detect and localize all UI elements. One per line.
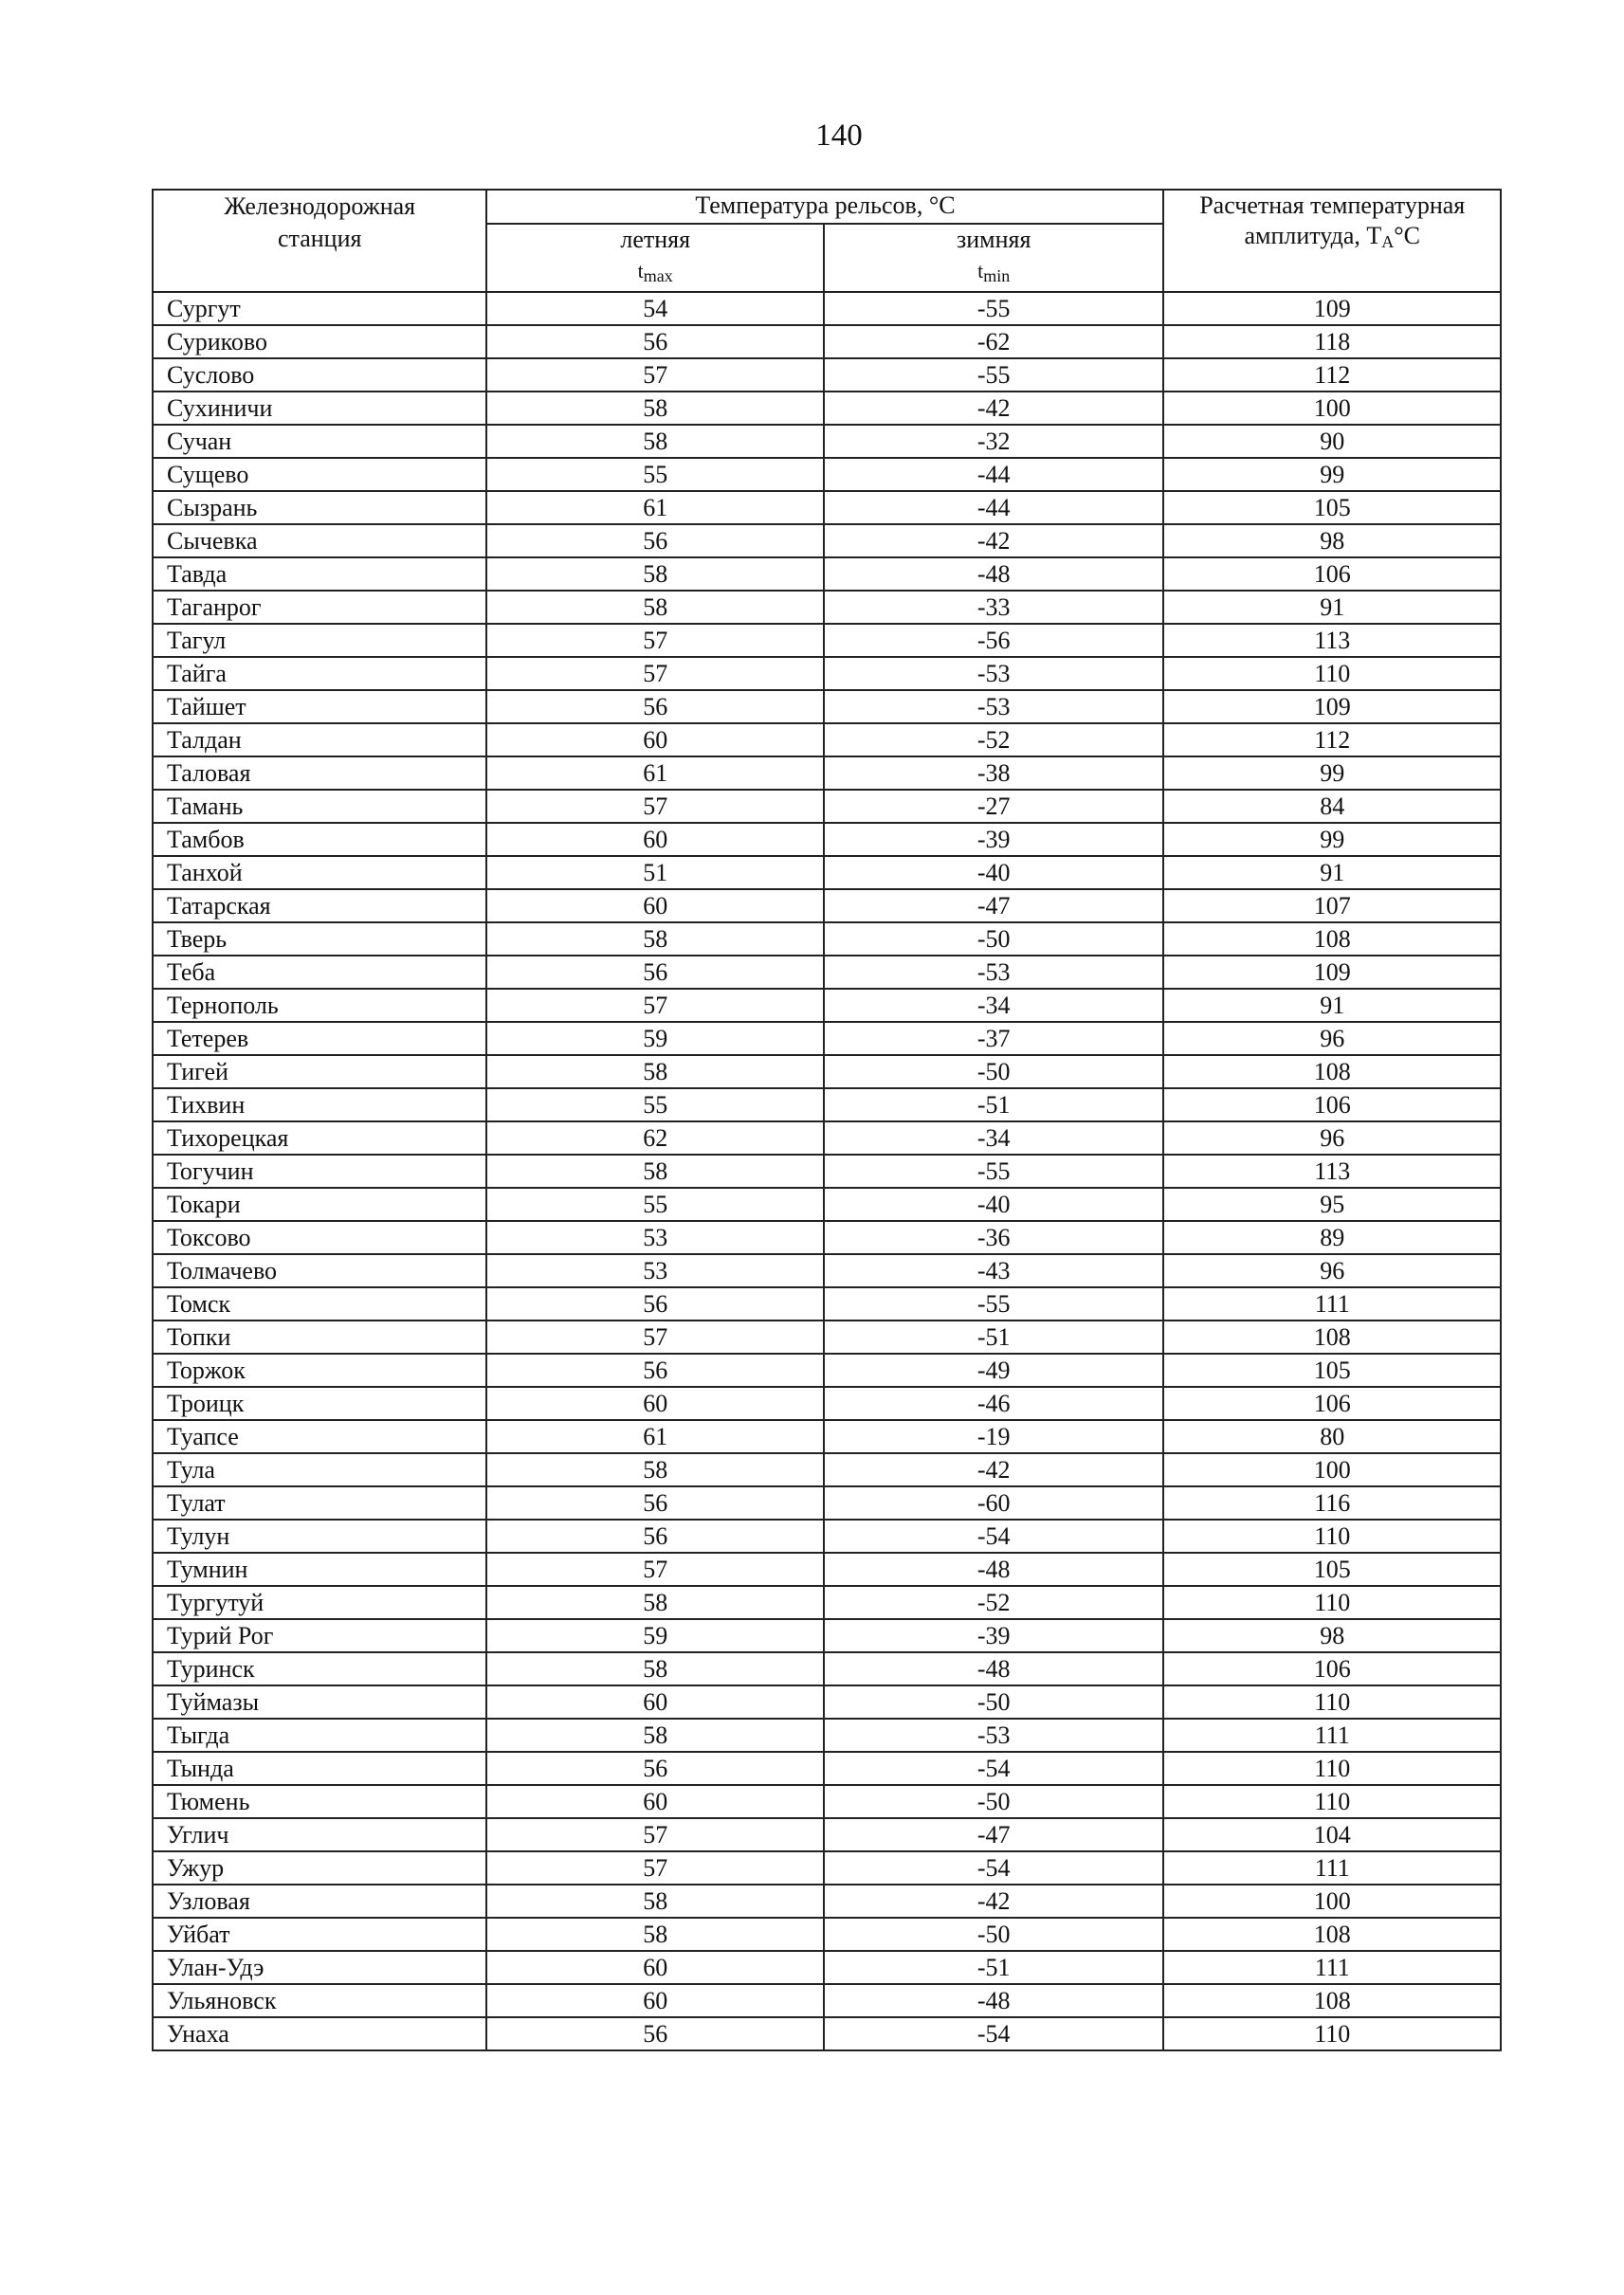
amplitude-cell: 104	[1163, 1818, 1501, 1851]
table-row	[153, 1885, 1501, 1918]
header-amplitude	[1163, 190, 1501, 292]
amplitude-cell: 106	[1163, 557, 1501, 591]
table-row	[153, 624, 1501, 657]
station-cell: Сычевка	[153, 524, 486, 557]
table-row	[153, 1520, 1501, 1553]
station-cell: Томск	[153, 1287, 486, 1321]
tmax-cell: 57	[486, 1553, 823, 1586]
tmax-cell: 56	[486, 956, 823, 989]
tmax-cell: 58	[486, 1918, 823, 1951]
station-cell: Тулат	[153, 1486, 486, 1520]
table-row	[153, 1553, 1501, 1586]
table-row	[153, 690, 1501, 723]
amplitude-cell: 95	[1163, 1188, 1501, 1221]
tmin-cell: -50	[824, 1055, 1164, 1088]
tmin-cell: -55	[824, 1287, 1164, 1321]
tmin-cell: -54	[824, 2017, 1164, 2050]
amplitude-cell: 112	[1163, 358, 1501, 392]
table-row	[153, 823, 1501, 856]
table-row	[153, 1685, 1501, 1719]
tmax-cell: 56	[486, 2017, 823, 2050]
station-cell: Тавда	[153, 557, 486, 591]
tmin-cell: -50	[824, 1785, 1164, 1818]
tmax-cell: 61	[486, 491, 823, 524]
amplitude-cell: 91	[1163, 989, 1501, 1022]
station-cell: Ульяновск	[153, 1984, 486, 2017]
tmax-cell: 58	[486, 591, 823, 624]
amplitude-cell: 106	[1163, 1652, 1501, 1685]
amplitude-cell: 111	[1163, 1719, 1501, 1752]
station-cell: Суриково	[153, 325, 486, 358]
tmin-cell: -34	[824, 989, 1164, 1022]
table-row	[153, 1586, 1501, 1619]
table-row	[153, 1055, 1501, 1088]
station-cell: Сызрань	[153, 491, 486, 524]
station-cell: Токсово	[153, 1221, 486, 1254]
tmin-cell: -50	[824, 1918, 1164, 1951]
tmax-cell: 60	[486, 889, 823, 922]
station-cell: Тихвин	[153, 1088, 486, 1121]
amplitude-cell: 110	[1163, 1520, 1501, 1553]
amplitude-cell: 100	[1163, 1453, 1501, 1486]
amplitude-cell: 116	[1163, 1486, 1501, 1520]
tmin-cell: -55	[824, 358, 1164, 392]
header-winter-symbol: $t_{min}$	[977, 259, 1011, 285]
station-cell: Таловая	[153, 756, 486, 790]
amplitude-cell: 113	[1163, 624, 1501, 657]
table-row	[153, 1022, 1501, 1055]
station-cell: Тернополь	[153, 989, 486, 1022]
tmax-cell: 56	[486, 1486, 823, 1520]
station-cell: Тигей	[153, 1055, 486, 1088]
tmax-cell: 60	[486, 823, 823, 856]
table-row	[153, 956, 1501, 989]
amplitude-cell: 96	[1163, 1254, 1501, 1287]
tmax-cell: 55	[486, 1188, 823, 1221]
station-cell: Толмачево	[153, 1254, 486, 1287]
table-row	[153, 2017, 1501, 2050]
station-cell: Татарская	[153, 889, 486, 922]
amplitude-cell: 106	[1163, 1387, 1501, 1420]
station-cell: Улан-Удэ	[153, 1951, 486, 1984]
tmin-cell: -42	[824, 1885, 1164, 1918]
station-cell: Тыгда	[153, 1719, 486, 1752]
tmin-cell: -51	[824, 1951, 1164, 1984]
table-row	[153, 392, 1501, 425]
tmax-cell: 54	[486, 292, 823, 325]
tmax-cell: 53	[486, 1221, 823, 1254]
tmax-cell: 58	[486, 922, 823, 956]
tmin-cell: -43	[824, 1254, 1164, 1287]
tmin-cell: -38	[824, 756, 1164, 790]
amplitude-cell: 105	[1163, 1354, 1501, 1387]
tmax-cell: 60	[486, 723, 823, 756]
table-row	[153, 1984, 1501, 2017]
table-row	[153, 1354, 1501, 1387]
tmin-cell: -42	[824, 1453, 1164, 1486]
station-cell: Тулун	[153, 1520, 486, 1553]
tmax-cell: 58	[486, 425, 823, 458]
amplitude-cell: 99	[1163, 458, 1501, 491]
amplitude-cell: 110	[1163, 1586, 1501, 1619]
tmin-cell: -40	[824, 856, 1164, 889]
tmin-cell: -54	[824, 1752, 1164, 1785]
station-cell: Сучан	[153, 425, 486, 458]
station-cell: Сургут	[153, 292, 486, 325]
station-cell: Троицк	[153, 1387, 486, 1420]
table-row	[153, 1851, 1501, 1885]
amplitude-cell: 91	[1163, 856, 1501, 889]
table-row	[153, 1752, 1501, 1785]
amplitude-cell: 111	[1163, 1851, 1501, 1885]
table-row	[153, 1088, 1501, 1121]
tmin-cell: -52	[824, 1586, 1164, 1619]
tmin-cell: -48	[824, 557, 1164, 591]
table-row	[153, 1155, 1501, 1188]
station-cell: Туринск	[153, 1652, 486, 1685]
tmin-cell: -48	[824, 1553, 1164, 1586]
station-cell: Унаха	[153, 2017, 486, 2050]
tmax-cell: 57	[486, 358, 823, 392]
amplitude-cell: 109	[1163, 956, 1501, 989]
amplitude-cell: 100	[1163, 1885, 1501, 1918]
tmax-cell: 57	[486, 1818, 823, 1851]
table-row	[153, 1785, 1501, 1818]
amplitude-cell: 108	[1163, 1055, 1501, 1088]
station-cell: Теба	[153, 956, 486, 989]
station-cell: Ужур	[153, 1851, 486, 1885]
tmax-cell: 56	[486, 1520, 823, 1553]
station-cell: Тула	[153, 1453, 486, 1486]
amplitude-cell: 113	[1163, 1155, 1501, 1188]
amplitude-cell: 100	[1163, 392, 1501, 425]
tmax-cell: 51	[486, 856, 823, 889]
tmax-cell: 58	[486, 1055, 823, 1088]
amplitude-cell: 96	[1163, 1022, 1501, 1055]
amplitude-cell: 111	[1163, 1951, 1501, 1984]
amplitude-cell: 108	[1163, 922, 1501, 956]
tmin-cell: -54	[824, 1851, 1164, 1885]
station-cell: Тогучин	[153, 1155, 486, 1188]
tmax-cell: 55	[486, 458, 823, 491]
station-cell: Сухиничи	[153, 392, 486, 425]
table-row	[153, 358, 1501, 392]
station-cell: Тюмень	[153, 1785, 486, 1818]
tmax-cell: 59	[486, 1619, 823, 1652]
table-row	[153, 657, 1501, 690]
tmax-cell: 61	[486, 756, 823, 790]
station-cell: Тамбов	[153, 823, 486, 856]
rail-temperature-table	[152, 189, 1502, 2051]
tmax-cell: 58	[486, 392, 823, 425]
tmin-cell: -44	[824, 458, 1164, 491]
tmax-cell: 62	[486, 1121, 823, 1155]
tmin-cell: -37	[824, 1022, 1164, 1055]
table-row	[153, 1719, 1501, 1752]
tmax-cell: 60	[486, 1951, 823, 1984]
tmin-cell: -55	[824, 292, 1164, 325]
table-row	[153, 1121, 1501, 1155]
amplitude-cell: 90	[1163, 425, 1501, 458]
amplitude-cell: 80	[1163, 1420, 1501, 1453]
station-cell: Туапсе	[153, 1420, 486, 1453]
table-row	[153, 1619, 1501, 1652]
tmin-cell: -40	[824, 1188, 1164, 1221]
table-row	[153, 524, 1501, 557]
station-cell: Танхой	[153, 856, 486, 889]
station-cell: Торжок	[153, 1354, 486, 1387]
amplitude-cell: 108	[1163, 1918, 1501, 1951]
amplitude-cell: 110	[1163, 1685, 1501, 1719]
amplitude-cell: 84	[1163, 790, 1501, 823]
station-cell: Тумнин	[153, 1553, 486, 1586]
amplitude-cell: 110	[1163, 1752, 1501, 1785]
tmax-cell: 57	[486, 989, 823, 1022]
tmin-cell: -54	[824, 1520, 1164, 1553]
station-cell: Туймазы	[153, 1685, 486, 1719]
tmax-cell: 53	[486, 1254, 823, 1287]
table-row	[153, 1221, 1501, 1254]
amplitude-cell: 99	[1163, 756, 1501, 790]
tmax-cell: 56	[486, 690, 823, 723]
station-cell: Суслово	[153, 358, 486, 392]
table-row	[153, 723, 1501, 756]
table-row	[153, 292, 1501, 325]
header-amplitude-unit: °С	[1394, 222, 1421, 249]
amplitude-cell: 110	[1163, 2017, 1501, 2050]
station-cell: Тайга	[153, 657, 486, 690]
tmin-cell: -56	[824, 624, 1164, 657]
table-row	[153, 1918, 1501, 1951]
amplitude-cell: 109	[1163, 292, 1501, 325]
tmin-cell: -50	[824, 1685, 1164, 1719]
station-cell: Тургутуй	[153, 1586, 486, 1619]
tmin-cell: -33	[824, 591, 1164, 624]
amplitude-cell: 106	[1163, 1088, 1501, 1121]
tmax-cell: 60	[486, 1685, 823, 1719]
station-cell: Талдан	[153, 723, 486, 756]
header-winter-label: зимняя	[956, 226, 1031, 253]
tmax-cell: 57	[486, 1851, 823, 1885]
table-row	[153, 425, 1501, 458]
tmin-cell: -53	[824, 657, 1164, 690]
header-amplitude-sub: А	[1381, 232, 1395, 251]
amplitude-cell: 98	[1163, 1619, 1501, 1652]
station-cell: Турий Рог	[153, 1619, 486, 1652]
tmin-cell: -55	[824, 1155, 1164, 1188]
table-row	[153, 989, 1501, 1022]
amplitude-cell: 108	[1163, 1984, 1501, 2017]
tmax-cell: 60	[486, 1785, 823, 1818]
tmax-cell: 60	[486, 1984, 823, 2017]
table-row	[153, 1287, 1501, 1321]
header-amplitude-line1: Расчетная температурная	[1199, 191, 1466, 219]
tmin-cell: -48	[824, 1652, 1164, 1685]
tmin-cell: -27	[824, 790, 1164, 823]
header-summer	[486, 224, 823, 292]
station-cell: Тында	[153, 1752, 486, 1785]
page-number: 140	[815, 118, 863, 153]
amplitude-cell: 96	[1163, 1121, 1501, 1155]
station-cell: Тихорецкая	[153, 1121, 486, 1155]
tmax-cell: 58	[486, 1453, 823, 1486]
tmin-cell: -53	[824, 1719, 1164, 1752]
tmin-cell: -49	[824, 1354, 1164, 1387]
header-summer-label: летняя	[620, 226, 691, 253]
table-header	[153, 190, 1501, 292]
tmin-cell: -48	[824, 1984, 1164, 2017]
tmin-cell: -51	[824, 1088, 1164, 1121]
tmax-cell: 57	[486, 624, 823, 657]
tmin-cell: -50	[824, 922, 1164, 956]
header-winter	[824, 224, 1164, 292]
tmax-cell: 57	[486, 790, 823, 823]
table-row	[153, 790, 1501, 823]
amplitude-cell: 91	[1163, 591, 1501, 624]
table-row	[153, 1951, 1501, 1984]
table-row	[153, 1486, 1501, 1520]
amplitude-cell: 110	[1163, 1785, 1501, 1818]
tmin-cell: -53	[824, 690, 1164, 723]
table-row	[153, 1652, 1501, 1685]
amplitude-cell: 112	[1163, 723, 1501, 756]
table-row	[153, 1818, 1501, 1851]
tmin-cell: -47	[824, 889, 1164, 922]
amplitude-cell: 98	[1163, 524, 1501, 557]
tmax-cell: 58	[486, 1586, 823, 1619]
table-row	[153, 1387, 1501, 1420]
tmax-cell: 58	[486, 1885, 823, 1918]
header-amplitude-line2: амплитуда, Т	[1244, 222, 1382, 249]
tmax-cell: 59	[486, 1022, 823, 1055]
table-row	[153, 557, 1501, 591]
tmax-cell: 58	[486, 1155, 823, 1188]
station-cell: Таганрог	[153, 591, 486, 624]
table-row	[153, 458, 1501, 491]
table-row	[153, 1420, 1501, 1453]
amplitude-cell: 105	[1163, 1553, 1501, 1586]
tmax-cell: 56	[486, 325, 823, 358]
amplitude-cell: 89	[1163, 1221, 1501, 1254]
tmin-cell: -34	[824, 1121, 1164, 1155]
table-row	[153, 491, 1501, 524]
tmin-cell: -39	[824, 823, 1164, 856]
tmax-cell: 58	[486, 1652, 823, 1685]
station-cell: Тагул	[153, 624, 486, 657]
tmax-cell: 56	[486, 1752, 823, 1785]
station-cell: Токари	[153, 1188, 486, 1221]
table-body	[153, 292, 1501, 2050]
tmin-cell: -62	[824, 325, 1164, 358]
header-station: Железнодорожная станция	[153, 190, 486, 292]
tmax-cell: 56	[486, 1287, 823, 1321]
header-rail-temperature: Температура рельсов, °С	[486, 190, 1163, 224]
tmin-cell: -46	[824, 1387, 1164, 1420]
station-cell: Узловая	[153, 1885, 486, 1918]
tmax-cell: 56	[486, 1354, 823, 1387]
tmin-cell: -53	[824, 956, 1164, 989]
table-row	[153, 922, 1501, 956]
tmin-cell: -32	[824, 425, 1164, 458]
tmin-cell: -42	[824, 524, 1164, 557]
tmax-cell: 56	[486, 524, 823, 557]
station-cell: Тамань	[153, 790, 486, 823]
station-cell: Углич	[153, 1818, 486, 1851]
tmax-cell: 58	[486, 557, 823, 591]
table-row	[153, 1254, 1501, 1287]
table-row	[153, 591, 1501, 624]
table-row	[153, 756, 1501, 790]
tmin-cell: -42	[824, 392, 1164, 425]
amplitude-cell: 108	[1163, 1321, 1501, 1354]
tmin-cell: -47	[824, 1818, 1164, 1851]
station-cell: Уйбат	[153, 1918, 486, 1951]
table-row	[153, 1453, 1501, 1486]
table-row	[153, 325, 1501, 358]
amplitude-cell: 99	[1163, 823, 1501, 856]
station-cell: Топки	[153, 1321, 486, 1354]
amplitude-cell: 118	[1163, 325, 1501, 358]
tmin-cell: -19	[824, 1420, 1164, 1453]
station-cell: Тайшет	[153, 690, 486, 723]
tmax-cell: 55	[486, 1088, 823, 1121]
station-cell: Сущево	[153, 458, 486, 491]
tmin-cell: -60	[824, 1486, 1164, 1520]
tmin-cell: -44	[824, 491, 1164, 524]
tmax-cell: 60	[486, 1387, 823, 1420]
amplitude-cell: 105	[1163, 491, 1501, 524]
tmin-cell: -52	[824, 723, 1164, 756]
table-row	[153, 889, 1501, 922]
tmax-cell: 57	[486, 657, 823, 690]
amplitude-cell: 109	[1163, 690, 1501, 723]
tmax-cell: 57	[486, 1321, 823, 1354]
amplitude-cell: 111	[1163, 1287, 1501, 1321]
table-row	[153, 1321, 1501, 1354]
table-row	[153, 1188, 1501, 1221]
tmin-cell: -51	[824, 1321, 1164, 1354]
tmin-cell: -36	[824, 1221, 1164, 1254]
tmax-cell: 61	[486, 1420, 823, 1453]
table-row	[153, 856, 1501, 889]
tmin-cell: -39	[824, 1619, 1164, 1652]
header-summer-symbol: $t_{max}$	[637, 259, 673, 285]
station-cell: Тетерев	[153, 1022, 486, 1055]
tmax-cell: 58	[486, 1719, 823, 1752]
amplitude-cell: 110	[1163, 657, 1501, 690]
station-cell: Тверь	[153, 922, 486, 956]
amplitude-cell: 107	[1163, 889, 1501, 922]
